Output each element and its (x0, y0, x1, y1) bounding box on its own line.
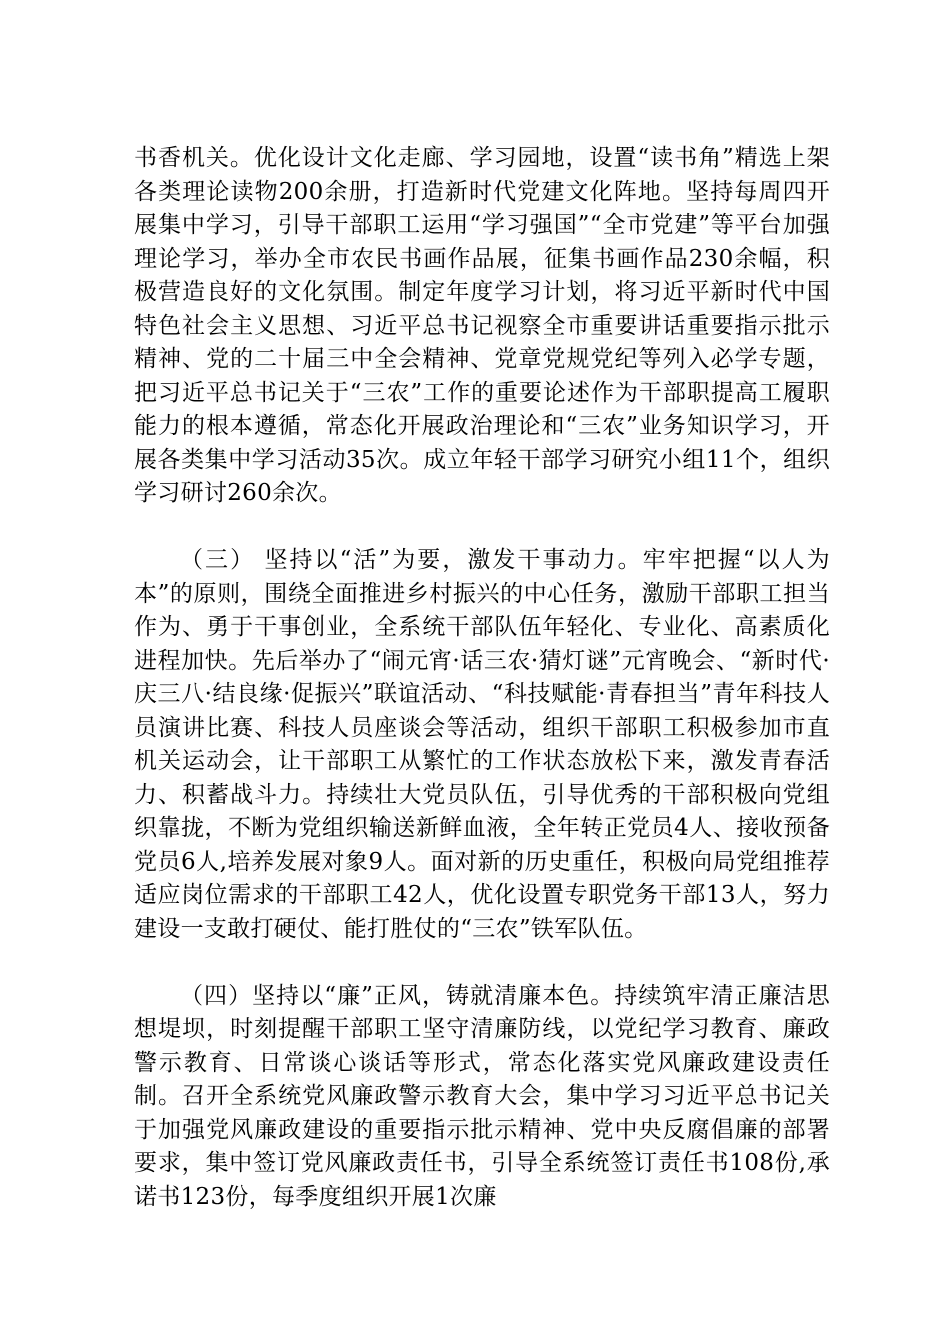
document-body (134, 142, 830, 1214)
paragraph-section-three: （三） 坚持以“活”为要，激发干事动力。牢牢把握“以人为本”的原则，围绕全面推进乡村振兴的中心任务，激励干部职工担当作为、勇于干事创业，全系统干部队伍年轻化、专业化、高素质化进程加快。先后举办了“闹元宵·话三农·猜灯谜”元宵晚会、“新时代·庆三八·结良缘·促振兴”联谊活动、“科技赋能·青春担当”青年科技人员演讲比赛、科技人员座谈会等活动，组织干部职工积极参加市直机关运动会，让干部职工从繁忙的工作状态放松下来，激发青春活力、积蓄战斗力。持续壮大党员队伍，引导优秀的干部积极向党组织靠拢，不断为党组织输送新鲜血液，全年转正党员4人、接收预备党员6人,培养发展对象9人。面对新的历史重任，积极向局党组推荐适应岗位需求的干部职工42人，优化设置专职党务干部13人，努力建设一支敢打硬仗、能打胜仗的“三农”铁军队伍。 (134, 547, 830, 942)
paragraph-continued: 书香机关。优化设计文化走廊、学习园地，设置“读书角”精选上架各类理论读物200余册，打造新时代党建文化阵地。坚持每周四开展集中学习，引导干部职工运用“学习强国”“全市党建”等平台加强理论学习，举办全市农民书画作品展，征集书画作品230余幅，积极营造良好的文化氛围。制定年度学习计划，将习近平新时代中国特色社会主义思想、习近平总书记视察全市重要讲话重要指示批示精神、党的二十届三中全会精神、党章党规党纪等列入必学专题，把习近平总书记关于“三农”工作的重要论述作为干部职提高工履职能力的根本遵循，常态化开展政治理论和“三农”业务知识学习，开展各类集中学习活动35次。成立年轻干部学习研究小组11个，组织学习研讨260余次。 (134, 145, 830, 506)
paragraph-section-four: （四）坚持以“廉”正风，铸就清廉本色。持续筑牢清正廉洁思想堤坝，时刻提醒干部职工坚守清廉防线，以党纪学习教育、廉政警示教育、日常谈心谈话等形式，常态化落实党风廉政建设责任制。召开全系统党风廉政警示教育大会，集中学习习近平总书记关于加强党风廉政建设的重要指示批示精神、党中央反腐倡廉的部署要求，集中签订党风廉政责任书，引导全系统签订责任书108份,承诺书123份，每季度组织开展1次廉 (134, 982, 830, 1210)
